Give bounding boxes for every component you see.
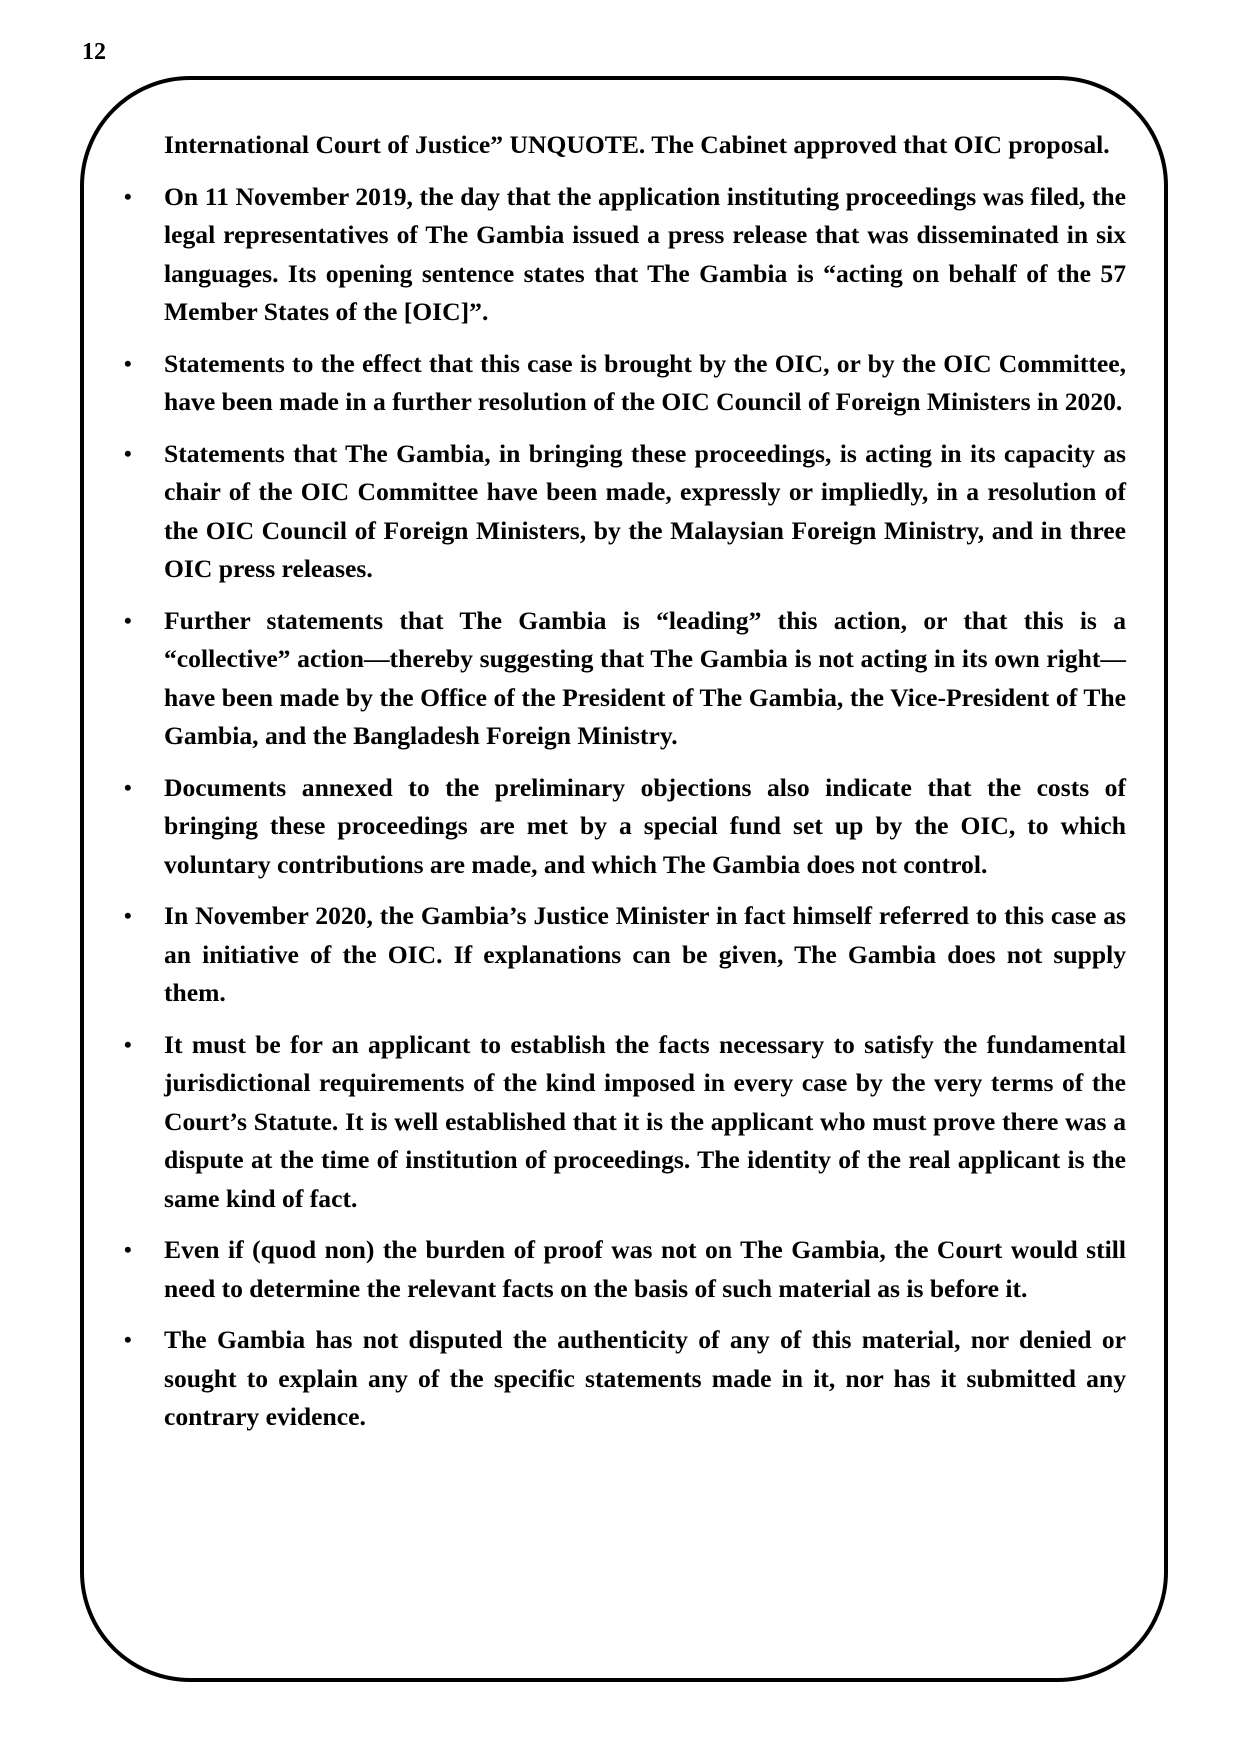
bullet-item-8: [116, 1231, 1126, 1308]
bullet-icon: •: [124, 1031, 132, 1057]
bullet-text-9: The Gambia has not disputed the authenticity of any of this material, nor denied or sought to explain any of the specific statements made in it, nor has it submitted any contrary evidence.: [164, 1325, 1126, 1431]
bullet-text-4: Further statements that The Gambia is “leading” this action, or that this is a “collective” action—thereby suggesting that The Gambia is not acting in its own right—have been made by the Office of the President of The Gambia, the Vice-President of The Gambia, and the Bangladesh Foreign Ministry.: [164, 605, 1126, 750]
bullet-item-4: [116, 602, 1126, 756]
bullet-item-5: [116, 769, 1126, 885]
bullet-text-1: On 11 November 2019, the day that the application instituting proceedings was filed, the legal representatives of The Gambia issued a press release that was disseminated in six languages. Its opening sentence states that The Gambia is “acting on behalf of the 57 Member States of the [OIC]”.: [164, 181, 1126, 326]
bullet-icon: •: [124, 183, 132, 209]
bullet-text-5: Documents annexed to the preliminary objections also indicate that the costs of bringing these proceedings are met by a special fund set up by the OIC, to which voluntary contributions are made, and which The Gambia does not control.: [164, 772, 1126, 879]
bullet-icon: •: [124, 774, 132, 800]
bullet-icon: •: [124, 903, 132, 928]
bullet-item-7: [116, 1026, 1126, 1219]
bullet-item-2: [116, 345, 1126, 422]
bullet-text-8: Even if (quod non) the burden of proof was not on The Gambia, the Court would still need to determine the relevant facts on the basis of such material as is before it.: [164, 1235, 1126, 1303]
bullet-icon: •: [124, 607, 132, 633]
bullet-text-3: Statements that The Gambia, in bringing these proceedings, is acting in its capacity as chair of the OIC Committee have been made, expressly or impliedly, in a resolution of the OIC Council of Foreign Ministers, by the Malaysian Foreign Ministry, and in three OIC press releases.: [164, 438, 1126, 583]
bullet-item-9: [116, 1321, 1126, 1437]
bullet-icon: •: [124, 350, 132, 376]
bullet-icon: •: [124, 1237, 132, 1262]
bullet-icon: •: [124, 440, 132, 466]
bullet-text-2: Statements to the effect that this case is brought by the OIC, or by the OIC Committee, have been made in a further resolution of the OIC Council of Foreign Ministers in 2020.: [164, 348, 1126, 416]
continuation-paragraph: International Court of Justice” UNQUOTE. The Cabinet approved that OIC proposal.: [164, 130, 1110, 159]
bullet-item-6: [116, 897, 1126, 1013]
bullet-text-6: In November 2020, the Gambia’s Justice Minister in fact himself referred to this case as an initiative of the OIC. If explanations can be given, The Gambia does not supply them.: [164, 901, 1126, 1007]
page-number: 12: [82, 39, 106, 65]
document-body: [116, 126, 1126, 1450]
bullet-item-1: [116, 178, 1126, 332]
bullet-list: [116, 178, 1126, 1437]
bullet-icon: •: [124, 1327, 132, 1352]
bullet-text-7: It must be for an applicant to establish the facts necessary to satisfy the fundamental jurisdictional requirements of the kind imposed in every case by the very terms of the Court’s Statute. It is well established that it is the applicant who must prove there was a dispute at the time of institution of proceedings. The identity of the real applicant is the same kind of fact.: [164, 1029, 1126, 1213]
bullet-item-3: [116, 435, 1126, 589]
